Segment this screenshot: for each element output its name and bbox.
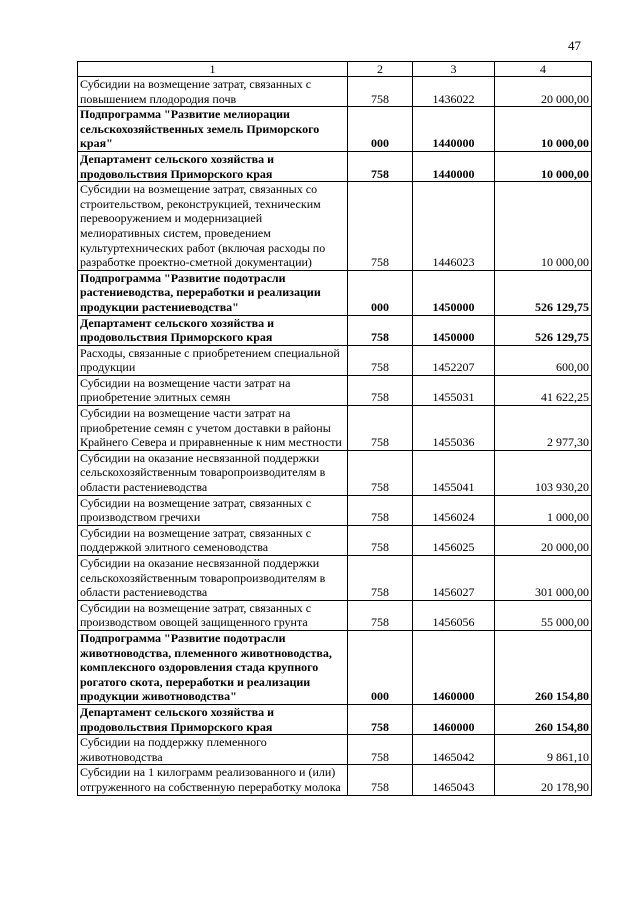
row-ved-cell: 758 [348, 182, 413, 271]
row-csr-cell: 1455031 [413, 375, 495, 405]
table-row [78, 704, 592, 734]
row-name-cell: Подпрограмма "Развитие подотрасли растениеводства, переработки и реализации продукции растениеводства" [78, 270, 348, 315]
row-csr-cell: 1460000 [413, 704, 495, 734]
table-row [78, 182, 592, 271]
page-number: 47 [568, 38, 581, 53]
header-col-3: 3 [413, 62, 495, 77]
table-row [78, 406, 592, 451]
row-ved-cell: 000 [348, 270, 413, 315]
row-amount-cell: 103 930,20 [495, 450, 592, 495]
table-row [78, 107, 592, 152]
row-csr-cell: 1440000 [413, 107, 495, 152]
row-amount-cell: 1 000,00 [495, 495, 592, 525]
header-col-1: 1 [78, 62, 348, 77]
row-name-cell: Субсидии на возмещение затрат, связанных с поддержкой элитного семеноводства [78, 525, 348, 555]
row-amount-cell: 260 154,80 [495, 630, 592, 704]
row-amount-cell: 301 000,00 [495, 556, 592, 601]
table-row [78, 765, 592, 795]
row-ved-cell: 758 [348, 525, 413, 555]
row-csr-cell: 1436022 [413, 77, 495, 107]
row-amount-cell: 260 154,80 [495, 704, 592, 734]
header-col-2: 2 [348, 62, 413, 77]
row-csr-cell: 1450000 [413, 270, 495, 315]
table-row [78, 77, 592, 107]
row-name-cell: Департамент сельского хозяйства и продовольствия Приморского края [78, 151, 348, 181]
row-ved-cell: 758 [348, 345, 413, 375]
row-csr-cell: 1456025 [413, 525, 495, 555]
table-row [78, 375, 592, 405]
row-amount-cell: 55 000,00 [495, 600, 592, 630]
row-amount-cell: 600,00 [495, 345, 592, 375]
row-amount-cell: 10 000,00 [495, 151, 592, 181]
table-row [78, 495, 592, 525]
row-ved-cell: 758 [348, 704, 413, 734]
row-amount-cell: 10 000,00 [495, 107, 592, 152]
row-name-cell: Субсидии на возмещение затрат, связанных со строительством, реконструкцией, техническим перевооружением и модернизацией мелиоративных систем, проведением культуртехнических работ (включая расходы по разработке проектно-сметной документации) [78, 182, 348, 271]
row-ved-cell: 758 [348, 151, 413, 181]
row-csr-cell: 1456056 [413, 600, 495, 630]
row-csr-cell: 1455036 [413, 406, 495, 451]
row-amount-cell: 2 977,30 [495, 406, 592, 451]
table-row [78, 450, 592, 495]
row-amount-cell: 20 178,90 [495, 765, 592, 795]
table-row [78, 525, 592, 555]
table-row [78, 270, 592, 315]
budget-table [77, 61, 592, 796]
row-amount-cell: 41 622,25 [495, 375, 592, 405]
row-ved-cell: 758 [348, 450, 413, 495]
row-ved-cell: 758 [348, 495, 413, 525]
row-csr-cell: 1465042 [413, 735, 495, 765]
row-csr-cell: 1446023 [413, 182, 495, 271]
row-amount-cell: 9 861,10 [495, 735, 592, 765]
row-name-cell: Расходы, связанные с приобретением специальной продукции [78, 345, 348, 375]
row-name-cell: Подпрограмма "Развитие мелиорации сельскохозяйственных земель Приморского края" [78, 107, 348, 152]
table-row [78, 600, 592, 630]
row-name-cell: Субсидии на возмещение части затрат на приобретение элитных семян [78, 375, 348, 405]
row-ved-cell: 758 [348, 735, 413, 765]
row-ved-cell: 758 [348, 765, 413, 795]
row-amount-cell: 20 000,00 [495, 525, 592, 555]
row-ved-cell: 000 [348, 107, 413, 152]
row-csr-cell: 1465043 [413, 765, 495, 795]
row-ved-cell: 758 [348, 375, 413, 405]
row-csr-cell: 1452207 [413, 345, 495, 375]
row-ved-cell: 758 [348, 406, 413, 451]
row-name-cell: Департамент сельского хозяйства и продовольствия Приморского края [78, 315, 348, 345]
row-ved-cell: 000 [348, 630, 413, 704]
row-name-cell: Субсидии на возмещение затрат, связанных с повышением плодородия почв [78, 77, 348, 107]
row-name-cell: Субсидии на возмещение затрат, связанных с производством овощей защищенного грунта [78, 600, 348, 630]
row-name-cell: Подпрограмма "Развитие подотрасли животноводства, племенного животноводства, комплексного оздоровления стада крупного рогатого скота, переработки и реализации продукции животноводства" [78, 630, 348, 704]
table-row [78, 556, 592, 601]
row-ved-cell: 758 [348, 556, 413, 601]
row-amount-cell: 20 000,00 [495, 77, 592, 107]
row-ved-cell: 758 [348, 600, 413, 630]
table-row [78, 735, 592, 765]
table-row [78, 315, 592, 345]
table-row [78, 345, 592, 375]
row-amount-cell: 10 000,00 [495, 182, 592, 271]
row-name-cell: Субсидии на возмещение части затрат на приобретение семян с учетом доставки в районы Крайнего Севера и приравненные к ним местности [78, 406, 348, 451]
row-csr-cell: 1460000 [413, 630, 495, 704]
row-name-cell: Субсидии на поддержку племенного животноводства [78, 735, 348, 765]
row-csr-cell: 1455041 [413, 450, 495, 495]
row-name-cell: Субсидии на 1 килограмм реализованного и (или) отгруженного на собственную переработку молока [78, 765, 348, 795]
row-csr-cell: 1456027 [413, 556, 495, 601]
row-name-cell: Субсидии на возмещение затрат, связанных с производством гречихи [78, 495, 348, 525]
row-csr-cell: 1450000 [413, 315, 495, 345]
table-row [78, 151, 592, 181]
row-amount-cell: 526 129,75 [495, 315, 592, 345]
header-row [78, 62, 592, 77]
row-name-cell: Субсидии на оказание несвязанной поддержки сельскохозяйственным товаропроизводителям в области растениеводства [78, 450, 348, 495]
row-ved-cell: 758 [348, 77, 413, 107]
table-row [78, 630, 592, 704]
row-csr-cell: 1456024 [413, 495, 495, 525]
row-csr-cell: 1440000 [413, 151, 495, 181]
row-name-cell: Субсидии на оказание несвязанной поддержки сельскохозяйственным товаропроизводителям в области растениеводства [78, 556, 348, 601]
header-col-4: 4 [495, 62, 592, 77]
row-amount-cell: 526 129,75 [495, 270, 592, 315]
row-ved-cell: 758 [348, 315, 413, 345]
row-name-cell: Департамент сельского хозяйства и продовольствия Приморского края [78, 704, 348, 734]
